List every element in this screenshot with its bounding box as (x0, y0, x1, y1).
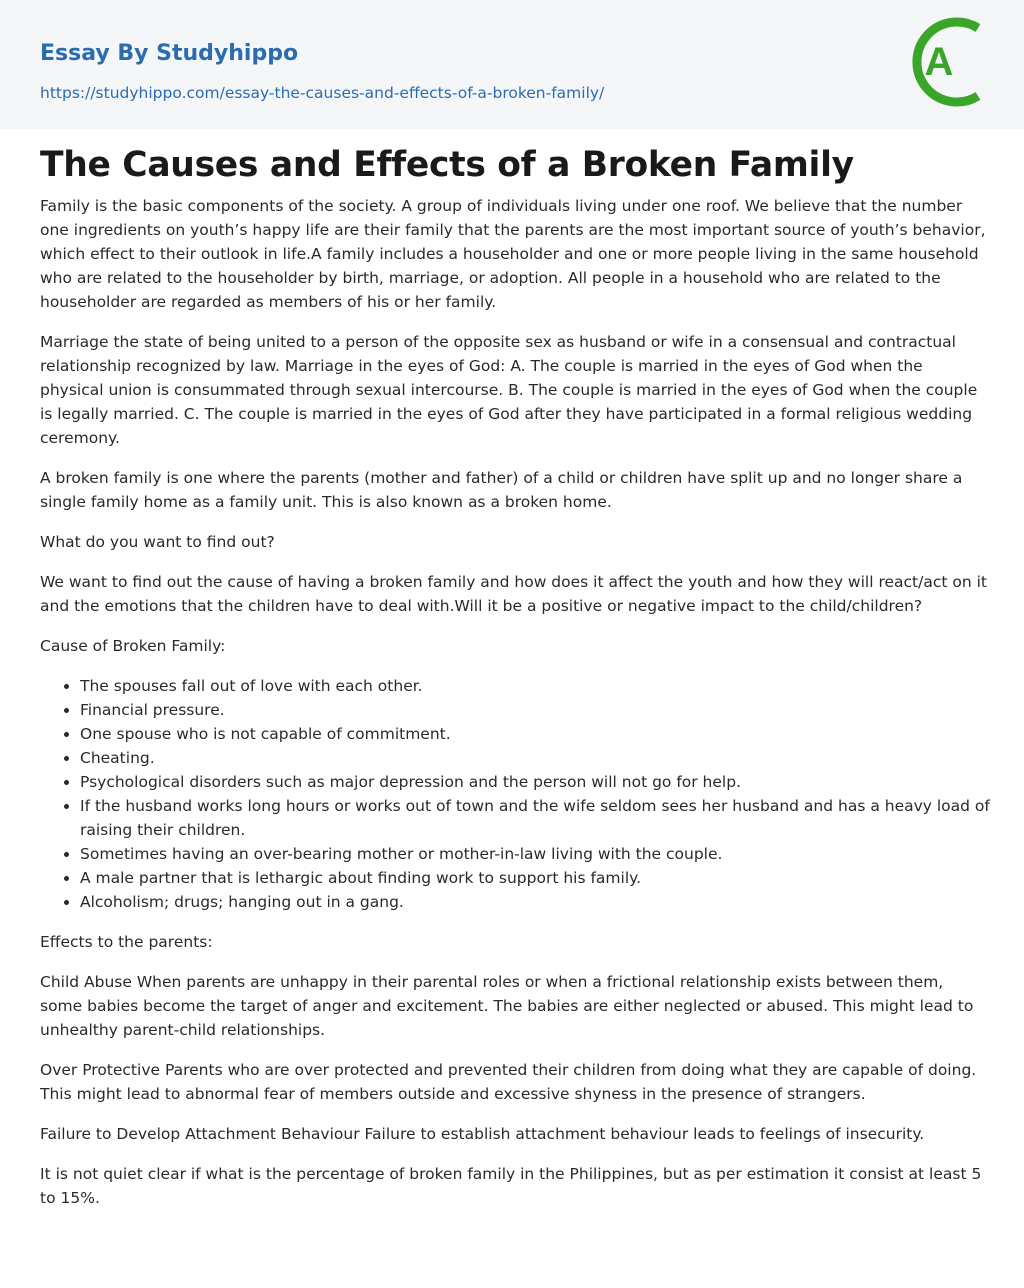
list-item: • Psychological disorders such as major depression and the person will not go for help. (80, 770, 990, 794)
list-item: • The spouses fall out of love with each other. (80, 674, 990, 698)
article-title: The Causes and Effects of a Broken Family (40, 145, 854, 185)
source-url-link[interactable]: https://studyhippo.com/essay-the-causes-and-effects-of-a-broken-family/ (40, 84, 605, 102)
paragraph-family: Family is the basic components of the society. A group of individuals living under one roof. We believe that the number one ingredients on youth’s happy life are their family that the parents are the most important source of youth’s behavior, which effect to their outlook in life.A family includes a householder and one or more people living in the same household who are related to the householder by birth, marriage, or adoption. All people in a household who are related to the householder are regarded as members of his or her family. (40, 197, 986, 311)
article-body (40, 194, 990, 1226)
studyhippo-logo-icon (908, 16, 992, 108)
list-item: • A male partner that is lethargic about finding work to support his family. (80, 866, 990, 890)
list-item: • Alcoholism; drugs; hanging out in a gang. (80, 890, 990, 914)
causes-heading: Cause of Broken Family: (40, 637, 226, 655)
paragraph-broken-family: A broken family is one where the parents (mother and father) of a child or children have split up and no longer share a single family home as a family unit. This is also known as a broken home. (40, 469, 963, 511)
paragraph-over-protective: Over Protective Parents who are over protected and prevented their children from doing what they are capable of doing. This might lead to abnormal fear of members outside and excessive shyness in the presence of strangers. (40, 1061, 977, 1103)
logo-letter: A (924, 40, 954, 84)
list-item: • Sometimes having an over-bearing mother or mother-in-law living with the couple. (80, 842, 990, 866)
brand-title: Essay By Studyhippo (40, 41, 299, 66)
list-item: • Financial pressure. (80, 698, 990, 722)
list-item: • One spouse who is not capable of commitment. (80, 722, 990, 746)
paragraph-percentage: It is not quiet clear if what is the percentage of broken family in the Philippines, but as per estimation it consist at least 5 to 15%. (40, 1165, 982, 1207)
effects-heading: Effects to the parents: (40, 933, 213, 951)
causes-list (40, 674, 990, 914)
paragraph-question: What do you want to find out? (40, 533, 275, 551)
list-item: • Cheating. (80, 746, 990, 770)
paragraph-goal: We want to find out the cause of having a broken family and how does it affect the youth and how they will react/act on it and the emotions that the children have to deal with.Will it be a positive or negative impact to the child/children? (40, 573, 987, 615)
paragraph-marriage: Marriage the state of being united to a person of the opposite sex as husband or wife in a consensual and contractual relationship recognized by law. Marriage in the eyes of God: A. The couple is married in the eyes of God when the physical union is consummated through sexual intercourse. B. The couple is married in the eyes of God when the couple is legally married. C. The couple is married in the eyes of God after they have participated in a formal religious wedding ceremony. (40, 333, 978, 447)
list-item: • If the husband works long hours or works out of town and the wife seldom sees her husband and has a heavy load of raising their children. (80, 794, 990, 842)
paragraph-attachment: Failure to Develop Attachment Behaviour Failure to establish attachment behaviour leads to feelings of insecurity. (40, 1125, 925, 1143)
paragraph-child-abuse: Child Abuse When parents are unhappy in their parental roles or when a frictional relationship exists between them, some babies become the target of anger and excitement. The babies are either neglected or abused. This might lead to unhealthy parent-child relationships. (40, 973, 974, 1039)
